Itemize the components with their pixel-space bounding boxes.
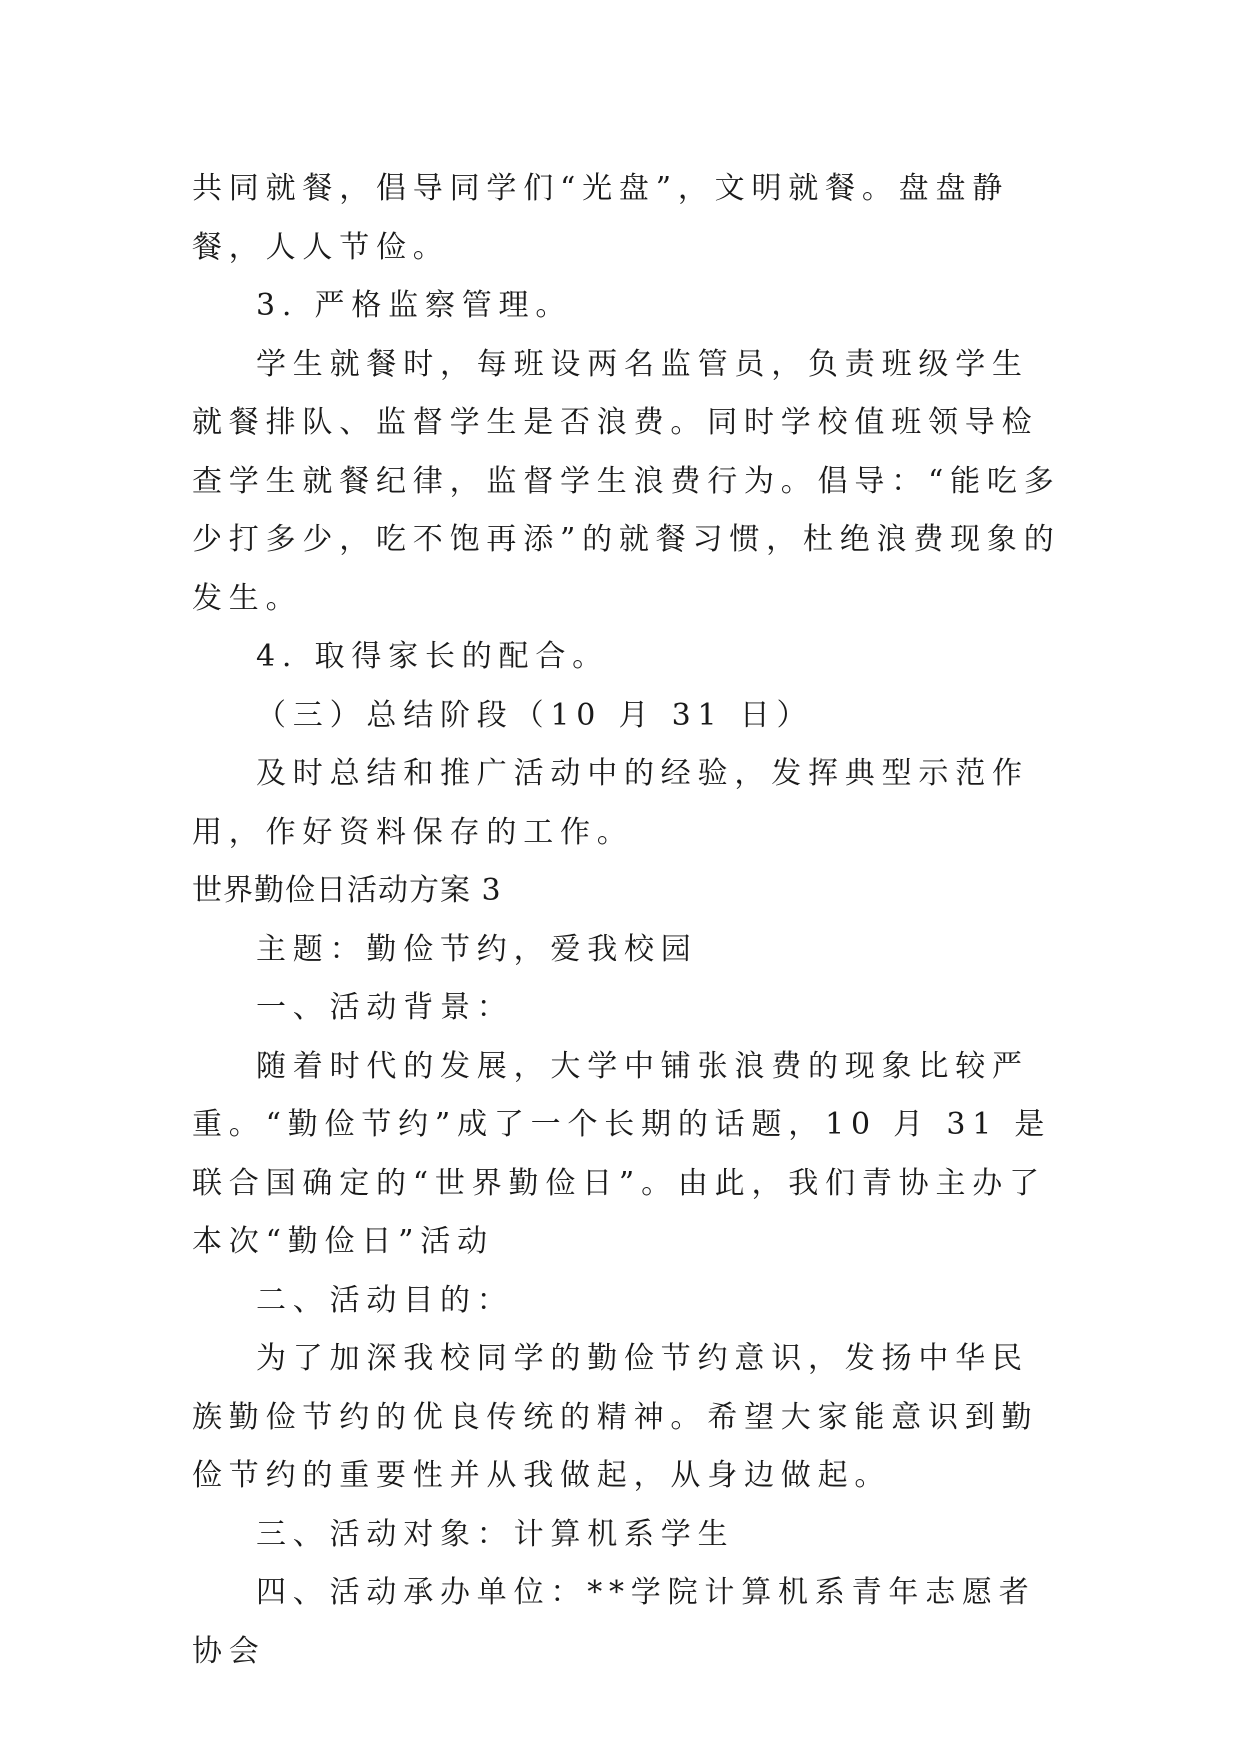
section-heading-purpose: 二、活动目的： <box>256 1282 514 1318</box>
section-heading-summary: （三）总结阶段（10 月 31 日） <box>256 697 814 733</box>
section-heading-background: 一、活动背景： <box>256 990 514 1025</box>
paragraph-summary: 及时总结和推广活动中的经验，发挥典型示范作用，作好资料保存的工作。 <box>192 756 1029 850</box>
document-body <box>192 160 1064 1681</box>
paragraph-meal-continued: 共同就餐，倡导同学们“光盘”，文明就餐。盘盘静餐，人人节俭。 <box>192 171 1010 265</box>
paragraph-item-3: 3. 严格监察管理。 <box>256 288 573 323</box>
paragraph-background: 随着时代的发展，大学中铺张浪费的现象比较严重。“勤俭节约”成了一个长期的话题，10 月 31 是联合国确定的“世界勤俭日”。由此，我们青协主办了本次“勤俭日”活动 <box>192 1048 1052 1259</box>
paragraph-theme: 主题：勤俭节约，爱我校园 <box>256 931 698 967</box>
paragraph-purpose: 为了加深我校同学的勤俭节约意识，发扬中华民族勤俭节约的优良传统的精神。希望大家能意识到勤俭节约的重要性并从我做起，从身边做起。 <box>192 1341 1039 1493</box>
document-title-plan-3: 世界勤俭日活动方案 3 <box>192 873 502 908</box>
paragraph-supervision: 学生就餐时，每班设两名监管员，负责班级学生就餐排队、监督学生是否浪费。同时学校值班领导检查学生就餐纪律，监督学生浪费行为。倡导：“能吃多少打多少，吃不饱再添”的就餐习惯，杜绝浪费现象的发生。 <box>192 346 1061 616</box>
paragraph-item-4: 4. 取得家长的配合。 <box>256 639 609 674</box>
paragraph-audience: 三、活动对象：计算机系学生 <box>256 1516 735 1552</box>
paragraph-organizer: 四、活动承办单位：**学院计算机系青年志愿者协会 <box>192 1575 1036 1669</box>
